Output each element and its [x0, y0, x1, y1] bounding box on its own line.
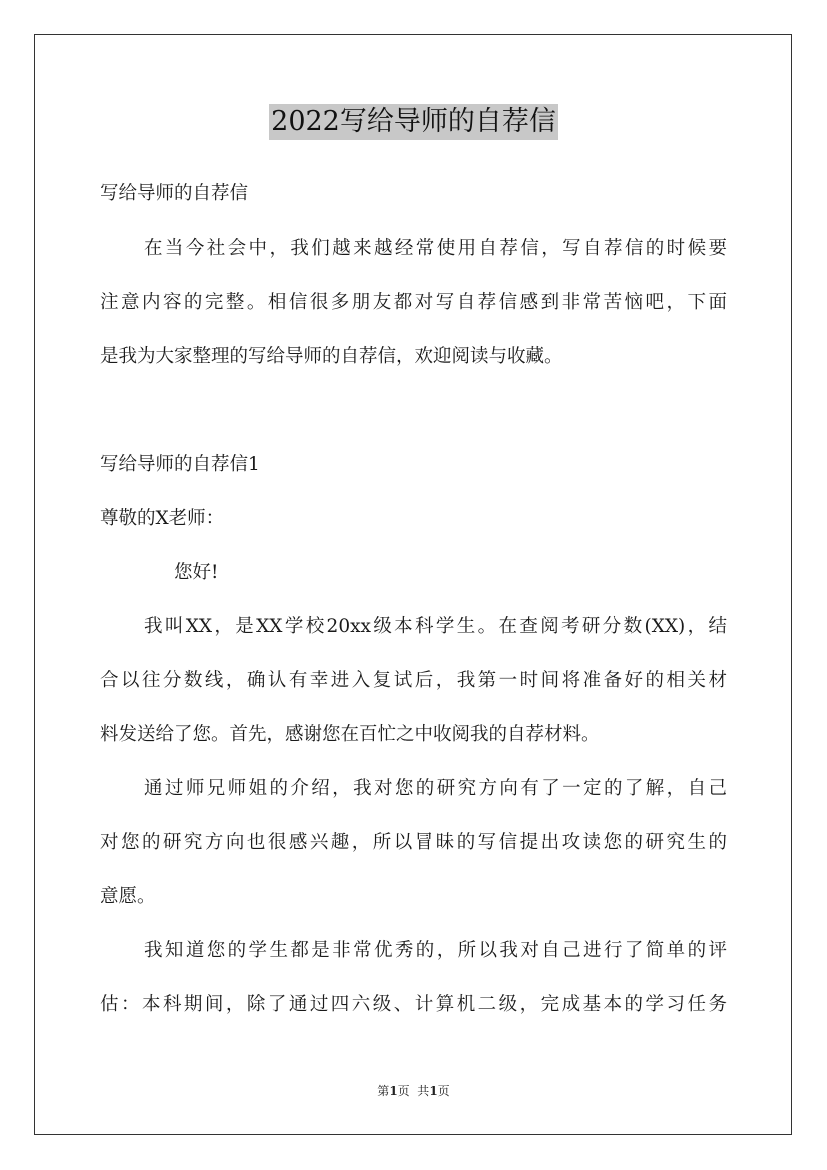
- paragraph-line: 估：本科期间，除了通过四六级、计算机二级，完成基本的学习任务: [100, 994, 727, 1015]
- footer-page-total: 1: [429, 1084, 438, 1098]
- title-container: [0, 104, 827, 140]
- paragraph-line: 是我为大家整理的写给导师的自荐信，欢迎阅读与收藏。: [100, 346, 563, 367]
- paragraph-line: 注意内容的完整。相信很多朋友都对写自荐信感到非常苦恼吧，下面: [100, 292, 727, 313]
- greeting: 您好!: [174, 562, 219, 583]
- paragraph-line: 我叫XX，是XX学校20xx级本科学生。在查阅考研分数(XX)，结: [144, 616, 727, 637]
- footer-prefix: 第: [377, 1084, 390, 1098]
- paragraph-line: 料发送给了您。首先，感谢您在百忙之中收阅我的自荐材料。: [100, 724, 600, 745]
- footer-mid: 页 共: [397, 1084, 430, 1098]
- paragraph-line: 通过师兄师姐的介绍，我对您的研究方向有了一定的了解，自己: [144, 778, 727, 799]
- footer-page-current: 1: [389, 1084, 398, 1098]
- paragraph-line: 合以往分数线，确认有幸进入复试后，我第一时间将准备好的相关材: [100, 670, 727, 691]
- paragraph-line: 对您的研究方向也很感兴趣，所以冒昧的写信提出攻读您的研究生的: [100, 832, 727, 853]
- paragraph-line: 在当今社会中，我们越来越经常使用自荐信，写自荐信的时候要: [144, 238, 727, 259]
- section-heading: 写给导师的自荐信: [100, 183, 249, 204]
- document-title: 2022写给导师的自荐信: [269, 104, 558, 140]
- paragraph-line: 我知道您的学生都是非常优秀的，所以我对自己进行了简单的评: [144, 940, 727, 961]
- salutation: 尊敬的X老师：: [100, 508, 225, 529]
- paragraph-line: 意愿。: [100, 886, 156, 907]
- page-footer: [0, 1083, 827, 1099]
- letter-heading: 写给导师的自荐信1: [100, 454, 260, 475]
- footer-suffix: 页: [437, 1084, 450, 1098]
